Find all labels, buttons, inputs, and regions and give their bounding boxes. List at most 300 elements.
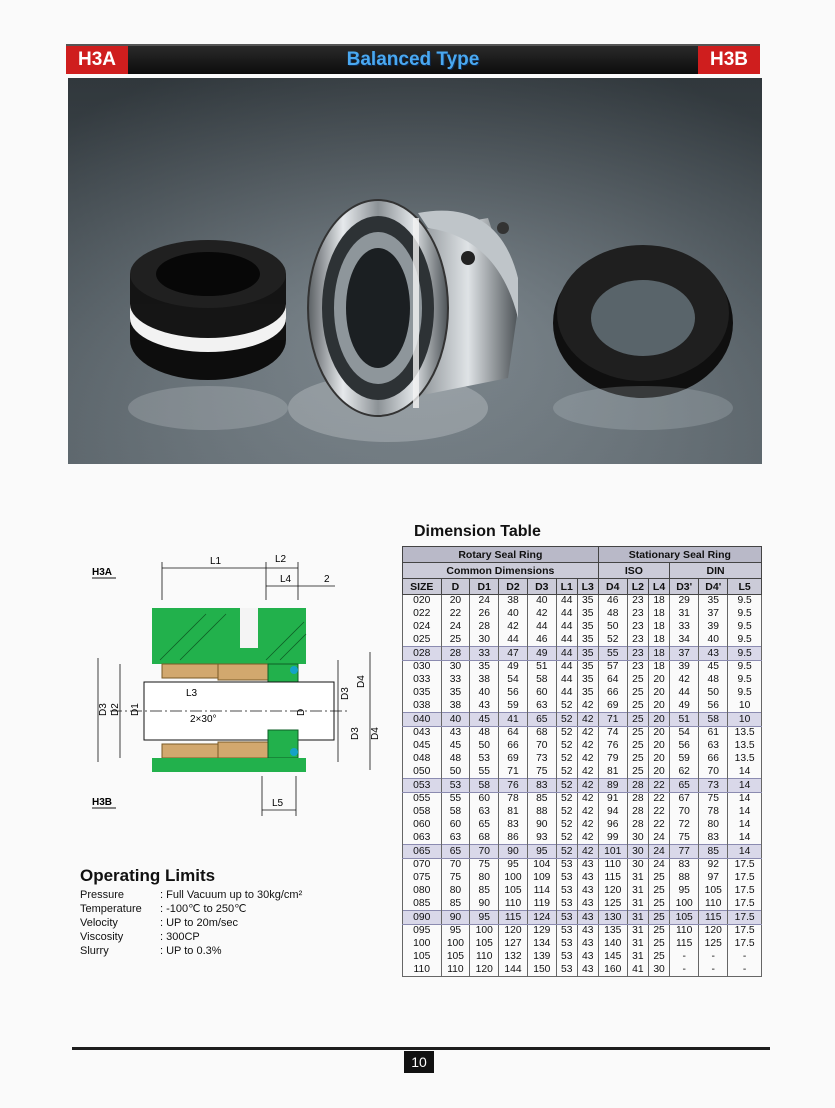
- table-cell: 77: [670, 845, 699, 859]
- table-cell: 125: [699, 938, 728, 951]
- table-cell: 110: [598, 858, 627, 871]
- table-cell: 35: [577, 608, 598, 621]
- table-row: [403, 765, 762, 778]
- table-cell: 25: [627, 765, 648, 778]
- table-cell: 105: [403, 951, 442, 964]
- table-cell: 127: [499, 938, 528, 951]
- table-cell: 88: [527, 806, 556, 819]
- table-cell: 14: [728, 845, 762, 859]
- table-cell: -: [670, 963, 699, 976]
- dim-l2: L2: [275, 554, 287, 565]
- table-cell: 42: [499, 621, 528, 634]
- table-cell: 30: [627, 831, 648, 844]
- table-row: [403, 845, 762, 859]
- table-cell: 110: [441, 963, 470, 976]
- table-cell: 18: [648, 660, 669, 673]
- table-cell: 47: [499, 647, 528, 661]
- table-cell: 39: [670, 660, 699, 673]
- table-cell: 30: [648, 963, 669, 976]
- table-cell: 115: [699, 911, 728, 925]
- table-cell: 35: [577, 595, 598, 608]
- table-cell: 52: [556, 765, 577, 778]
- header-left-tag: H3A: [66, 46, 128, 74]
- table-cell: 13.5: [728, 726, 762, 739]
- table-cell: 17.5: [728, 858, 762, 871]
- table-cell: 48: [598, 608, 627, 621]
- operating-limit-value: : Full Vacuum up to 30kg/cm²: [160, 889, 303, 901]
- dim-d2: D2: [110, 703, 121, 716]
- table-cell: 100: [470, 924, 499, 937]
- table-row: [403, 963, 762, 976]
- table-cell: 65: [527, 713, 556, 727]
- dim-d3: D3: [98, 703, 109, 716]
- table-cell: 110: [699, 897, 728, 910]
- table-cell: 58: [441, 806, 470, 819]
- table-cell: 14: [728, 806, 762, 819]
- table-cell: 50: [470, 740, 499, 753]
- table-cell: 20: [648, 765, 669, 778]
- table-cell: 80: [441, 885, 470, 898]
- table-cell: -: [728, 951, 762, 964]
- table-cell: 53: [556, 872, 577, 885]
- table-cell: 20: [648, 687, 669, 700]
- table-cell: 23: [627, 647, 648, 661]
- table-cell: 17.5: [728, 885, 762, 898]
- table-cell: 9.5: [728, 647, 762, 661]
- table-cell: 83: [527, 779, 556, 793]
- table-cell: 17.5: [728, 897, 762, 910]
- table-cell: 56: [699, 699, 728, 712]
- table-cell: 75: [670, 831, 699, 844]
- table-cell: 140: [598, 938, 627, 951]
- rotary-seal-ring: [128, 240, 288, 430]
- operating-limit-value: : UP to 20m/sec: [160, 917, 239, 929]
- table-cell: 70: [441, 858, 470, 871]
- table-cell: 25: [648, 924, 669, 937]
- table-cell: 58: [699, 713, 728, 727]
- table-cell: 22: [648, 792, 669, 805]
- table-cell: 50: [598, 621, 627, 634]
- table-cell: 129: [527, 924, 556, 937]
- table-cell: -: [728, 963, 762, 976]
- table-cell: 44: [556, 595, 577, 608]
- table-cell: 79: [598, 753, 627, 766]
- table-cell: 52: [556, 792, 577, 805]
- table-cell: 53: [556, 963, 577, 976]
- column-header: D2: [499, 579, 528, 595]
- table-row: [403, 897, 762, 910]
- table-cell: 31: [627, 897, 648, 910]
- table-cell: 51: [527, 660, 556, 673]
- table-cell: 44: [499, 633, 528, 646]
- table-cell: 075: [403, 872, 442, 885]
- table-cell: 14: [728, 831, 762, 844]
- table-cell: 68: [527, 726, 556, 739]
- table-cell: 75: [699, 792, 728, 805]
- header-title: Balanced Type: [346, 49, 480, 70]
- table-cell: 25: [648, 897, 669, 910]
- table-row: [403, 792, 762, 805]
- table-cell: 095: [403, 924, 442, 937]
- table-cell: 31: [627, 911, 648, 925]
- table-cell: 18: [648, 633, 669, 646]
- table-cell: 100: [403, 938, 442, 951]
- table-cell: 23: [627, 621, 648, 634]
- table-cell: 10: [728, 699, 762, 712]
- table-cell: 52: [556, 699, 577, 712]
- column-header: SIZE: [403, 579, 442, 595]
- table-cell: 42: [577, 819, 598, 832]
- table-cell: 40: [441, 713, 470, 727]
- table-cell: 53: [556, 938, 577, 951]
- table-cell: 25: [627, 740, 648, 753]
- table-cell: 18: [648, 608, 669, 621]
- table-cell: 20: [648, 699, 669, 712]
- table-cell: 17.5: [728, 938, 762, 951]
- table-cell: 90: [527, 819, 556, 832]
- table-cell: 52: [556, 726, 577, 739]
- table-cell: 66: [598, 687, 627, 700]
- table-cell: 55: [598, 647, 627, 661]
- table-cell: 63: [470, 806, 499, 819]
- table-cell: 74: [598, 726, 627, 739]
- table-cell: 28: [627, 792, 648, 805]
- table-cell: 86: [499, 831, 528, 844]
- table-cell: 31: [627, 872, 648, 885]
- table-cell: 31: [627, 951, 648, 964]
- column-header: L5: [728, 579, 762, 595]
- table-cell: 114: [527, 885, 556, 898]
- table-cell: 20: [648, 726, 669, 739]
- table-cell: 63: [699, 740, 728, 753]
- table-cell: 85: [699, 845, 728, 859]
- table-cell: 24: [648, 858, 669, 871]
- table-cell: 145: [598, 951, 627, 964]
- table-cell: 10: [728, 713, 762, 727]
- housing-top: [152, 608, 306, 664]
- table-cell: 81: [598, 765, 627, 778]
- table-cell: 97: [699, 872, 728, 885]
- table-cell: 043: [403, 726, 442, 739]
- table-cell: 25: [627, 713, 648, 727]
- table-cell: 022: [403, 608, 442, 621]
- table-cell: 43: [577, 885, 598, 898]
- operating-limit-row: [80, 930, 200, 944]
- table-cell: 110: [470, 951, 499, 964]
- operating-limit-value: : -100℃ to 250℃: [160, 903, 247, 915]
- table-cell: 17.5: [728, 911, 762, 925]
- table-cell: 53: [556, 951, 577, 964]
- table-cell: 94: [598, 806, 627, 819]
- table-cell: 64: [598, 674, 627, 687]
- table-cell: 20: [648, 753, 669, 766]
- table-cell: 91: [598, 792, 627, 805]
- column-header: D3': [670, 579, 699, 595]
- table-cell: 060: [403, 819, 442, 832]
- operating-limits-title: Operating Limits: [80, 866, 216, 885]
- table-cell: 66: [499, 740, 528, 753]
- table-cell: 71: [598, 713, 627, 727]
- operating-limit-value: : UP to 0.3%: [160, 945, 222, 957]
- table-cell: 60: [441, 819, 470, 832]
- column-header: D4': [699, 579, 728, 595]
- table-cell: 28: [627, 779, 648, 793]
- table-cell: 37: [699, 608, 728, 621]
- table-cell: 90: [499, 845, 528, 859]
- footer-rule: [72, 1047, 770, 1050]
- table-cell: 9.5: [728, 660, 762, 673]
- column-header: L1: [556, 579, 577, 595]
- table-cell: 160: [598, 963, 627, 976]
- rotary-face-top: [162, 664, 218, 678]
- table-cell: 40: [699, 633, 728, 646]
- table-cell: 68: [470, 831, 499, 844]
- table-row: [403, 621, 762, 634]
- table-cell: 110: [403, 963, 442, 976]
- table-cell: 31: [670, 608, 699, 621]
- table-cell: 42: [670, 674, 699, 687]
- table-cell: 76: [499, 779, 528, 793]
- table-cell: 54: [670, 726, 699, 739]
- table-cell: 30: [627, 858, 648, 871]
- table-cell: 22: [648, 806, 669, 819]
- table-cell: 14: [728, 792, 762, 805]
- table-cell: 105: [470, 938, 499, 951]
- table-row: [403, 633, 762, 646]
- table-cell: 18: [648, 595, 669, 608]
- dim-l5: L5: [272, 798, 284, 809]
- table-cell: 101: [598, 845, 627, 859]
- table-cell: 70: [699, 765, 728, 778]
- table-cell: 035: [403, 687, 442, 700]
- dim-l4: L4: [280, 574, 292, 585]
- table-cell: 44: [670, 687, 699, 700]
- table-cell: 14: [728, 819, 762, 832]
- table-cell: 51: [670, 713, 699, 727]
- operating-limit-row: [80, 888, 302, 902]
- table-cell: 105: [441, 951, 470, 964]
- table-row: [403, 674, 762, 687]
- table-cell: 56: [499, 687, 528, 700]
- table-cell: 040: [403, 713, 442, 727]
- table-cell: 26: [470, 608, 499, 621]
- table-cell: 130: [598, 911, 627, 925]
- table-cell: 22: [648, 819, 669, 832]
- table-cell: 25: [648, 885, 669, 898]
- header-right-tag: H3B: [698, 46, 760, 74]
- table-cell: 40: [499, 608, 528, 621]
- table-cell: 33: [441, 674, 470, 687]
- table-cell: 42: [527, 608, 556, 621]
- table-cell: 120: [499, 924, 528, 937]
- dim-2: 2: [324, 574, 330, 585]
- table-cell: 125: [598, 897, 627, 910]
- table-cell: 90: [470, 897, 499, 910]
- column-header: L2: [627, 579, 648, 595]
- table-cell: 58: [470, 779, 499, 793]
- table-row: [403, 608, 762, 621]
- table-cell: 83: [499, 819, 528, 832]
- table-cell: 020: [403, 595, 442, 608]
- table-cell: 25: [627, 699, 648, 712]
- table-cell: 90: [441, 911, 470, 925]
- table-cell: 50: [699, 687, 728, 700]
- table-cell: 45: [470, 713, 499, 727]
- operating-limit-value: : 300CP: [160, 931, 200, 943]
- column-header: D: [441, 579, 470, 595]
- table-cell: 44: [556, 647, 577, 661]
- table-cell: 43: [577, 951, 598, 964]
- table-cell: 28: [627, 806, 648, 819]
- table-cell: 110: [499, 897, 528, 910]
- table-cell: 44: [556, 608, 577, 621]
- table-row: [403, 806, 762, 819]
- table-cell: 41: [499, 713, 528, 727]
- table-cell: 75: [470, 858, 499, 871]
- table-cell: 75: [527, 765, 556, 778]
- dimension-table: [402, 546, 762, 977]
- dim-d4-bottom: D4: [370, 727, 381, 740]
- table-cell: 24: [441, 621, 470, 634]
- table-cell: 144: [499, 963, 528, 976]
- table-cell: 20: [648, 713, 669, 727]
- table-cell: 25: [648, 938, 669, 951]
- table-cell: 35: [577, 660, 598, 673]
- table-cell: 20: [648, 740, 669, 753]
- table-cell: 063: [403, 831, 442, 844]
- table-cell: 62: [670, 765, 699, 778]
- table-cell: 45: [699, 660, 728, 673]
- table-cell: 43: [577, 938, 598, 951]
- table-cell: 69: [499, 753, 528, 766]
- table-cell: 31: [627, 938, 648, 951]
- table-cell: 53: [556, 885, 577, 898]
- table-cell: 44: [556, 674, 577, 687]
- table-cell: 045: [403, 740, 442, 753]
- table-cell: 42: [577, 713, 598, 727]
- table-cell: 95: [527, 845, 556, 859]
- table-cell: 090: [403, 911, 442, 925]
- table-cell: 70: [670, 806, 699, 819]
- table-cell: 17.5: [728, 924, 762, 937]
- table-cell: 66: [699, 753, 728, 766]
- table-cell: 60: [470, 792, 499, 805]
- table-cell: 43: [577, 872, 598, 885]
- table-cell: 9.5: [728, 674, 762, 687]
- table-cell: 110: [670, 924, 699, 937]
- table-cell: 85: [527, 792, 556, 805]
- table-cell: 46: [598, 595, 627, 608]
- table-cell: 18: [648, 647, 669, 661]
- table-cell: 028: [403, 647, 442, 661]
- table-cell: 57: [598, 660, 627, 673]
- table-cell: 63: [441, 831, 470, 844]
- table-cell: 31: [627, 924, 648, 937]
- table-cell: 38: [470, 674, 499, 687]
- table-cell: 058: [403, 806, 442, 819]
- table-cell: 23: [627, 660, 648, 673]
- table-cell: 52: [556, 831, 577, 844]
- table-cell: 78: [699, 806, 728, 819]
- table-cell: 76: [598, 740, 627, 753]
- table-cell: 42: [577, 753, 598, 766]
- table-cell: 63: [527, 699, 556, 712]
- table-cell: 42: [577, 792, 598, 805]
- table-cell: 105: [670, 911, 699, 925]
- table-cell: 100: [670, 897, 699, 910]
- table-cell: 43: [577, 911, 598, 925]
- table-cell: 61: [699, 726, 728, 739]
- table-cell: 58: [527, 674, 556, 687]
- table-cell: 65: [470, 819, 499, 832]
- table-cell: 18: [648, 621, 669, 634]
- table-cell: 37: [670, 647, 699, 661]
- table-row: [403, 740, 762, 753]
- table-cell: 95: [670, 885, 699, 898]
- table-cell: 024: [403, 621, 442, 634]
- table-cell: 44: [556, 687, 577, 700]
- table-cell: 80: [470, 872, 499, 885]
- table-cell: 43: [577, 924, 598, 937]
- table-cell: 73: [527, 753, 556, 766]
- table-cell: 29: [670, 595, 699, 608]
- table-cell: -: [670, 951, 699, 964]
- operating-limit-row: [80, 944, 222, 958]
- sub-iso: ISO: [598, 563, 669, 579]
- table-cell: 050: [403, 765, 442, 778]
- table-cell: 35: [577, 674, 598, 687]
- table-row: [403, 660, 762, 673]
- table-cell: 28: [470, 621, 499, 634]
- dim-l3: L3: [186, 688, 198, 699]
- product-photo-illustration: [68, 78, 762, 464]
- table-cell: 60: [527, 687, 556, 700]
- table-cell: 72: [670, 819, 699, 832]
- table-cell: 43: [441, 726, 470, 739]
- table-row: [403, 779, 762, 793]
- table-cell: 93: [527, 831, 556, 844]
- dim-d3-bottom: D3: [350, 727, 361, 740]
- table-cell: 055: [403, 792, 442, 805]
- table-cell: 52: [556, 845, 577, 859]
- table-cell: 49: [527, 647, 556, 661]
- dim-d: D: [296, 708, 307, 716]
- table-row: [403, 951, 762, 964]
- column-header: L3: [577, 579, 598, 595]
- table-cell: 53: [556, 858, 577, 871]
- table-row: [403, 911, 762, 925]
- table-cell: 67: [670, 792, 699, 805]
- table-cell: 22: [648, 779, 669, 793]
- column-header: D4: [598, 579, 627, 595]
- table-cell: 33: [670, 621, 699, 634]
- table-cell: 81: [499, 806, 528, 819]
- table-cell: 25: [627, 687, 648, 700]
- table-cell: 70: [470, 845, 499, 859]
- table-row: [403, 924, 762, 937]
- table-cell: 44: [527, 621, 556, 634]
- table-cell: 35: [699, 595, 728, 608]
- table-cell: 35: [577, 647, 598, 661]
- table-cell: 070: [403, 858, 442, 871]
- table-cell: 40: [527, 595, 556, 608]
- table-cell: 44: [556, 660, 577, 673]
- operating-limit-row: [80, 916, 238, 930]
- dim-d3-right: D3: [340, 687, 351, 700]
- column-header: D3: [527, 579, 556, 595]
- table-cell: 9.5: [728, 633, 762, 646]
- table-row: [403, 885, 762, 898]
